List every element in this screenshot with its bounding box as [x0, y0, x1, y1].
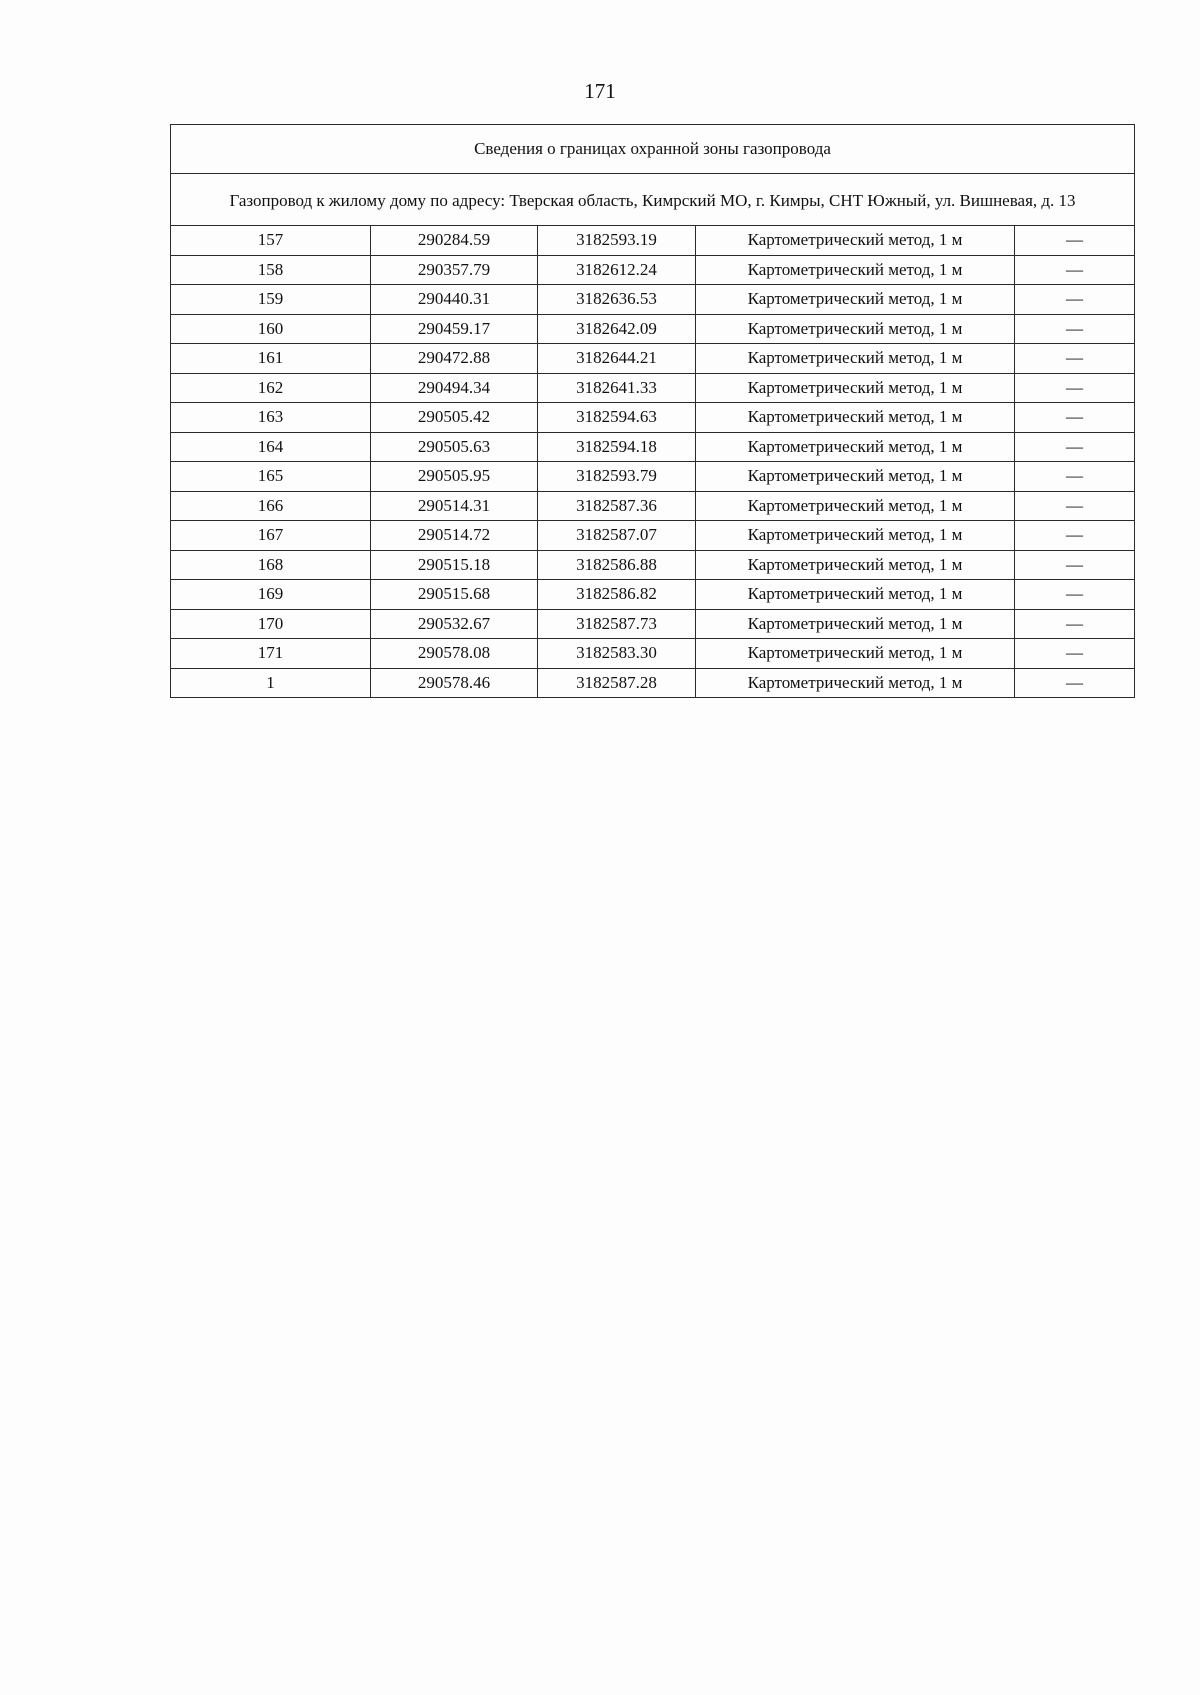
table-row — [171, 373, 1135, 403]
x-coordinate-cell: 290440.31 — [371, 285, 538, 315]
table-body — [171, 125, 1135, 698]
y-coordinate-cell: 3182636.53 — [538, 285, 696, 315]
point-number-cell: 166 — [171, 491, 371, 521]
point-number-cell: 161 — [171, 344, 371, 374]
y-coordinate-cell: 3182642.09 — [538, 314, 696, 344]
table-row — [171, 255, 1135, 285]
point-number-cell: 162 — [171, 373, 371, 403]
note-cell: — — [1015, 491, 1135, 521]
table-row — [171, 550, 1135, 580]
subtitle-row — [171, 174, 1135, 226]
table-row — [171, 403, 1135, 433]
y-coordinate-cell: 3182593.19 — [538, 226, 696, 256]
x-coordinate-cell: 290505.95 — [371, 462, 538, 492]
note-cell: — — [1015, 462, 1135, 492]
method-cell: Картометрический метод, 1 м — [696, 550, 1015, 580]
x-coordinate-cell: 290505.42 — [371, 403, 538, 433]
table-row — [171, 432, 1135, 462]
x-coordinate-cell: 290514.72 — [371, 521, 538, 551]
x-coordinate-cell: 290515.18 — [371, 550, 538, 580]
note-cell: — — [1015, 550, 1135, 580]
note-cell: — — [1015, 521, 1135, 551]
point-number-cell: 171 — [171, 639, 371, 669]
method-cell: Картометрический метод, 1 м — [696, 580, 1015, 610]
note-cell: — — [1015, 639, 1135, 669]
y-coordinate-cell: 3182593.79 — [538, 462, 696, 492]
method-cell: Картометрический метод, 1 м — [696, 432, 1015, 462]
y-coordinate-cell: 3182583.30 — [538, 639, 696, 669]
y-coordinate-cell: 3182644.21 — [538, 344, 696, 374]
x-coordinate-cell: 290284.59 — [371, 226, 538, 256]
point-number-cell: 163 — [171, 403, 371, 433]
x-coordinate-cell: 290472.88 — [371, 344, 538, 374]
y-coordinate-cell: 3182641.33 — [538, 373, 696, 403]
table-row — [171, 580, 1135, 610]
x-coordinate-cell: 290459.17 — [371, 314, 538, 344]
y-coordinate-cell: 3182587.28 — [538, 668, 696, 698]
x-coordinate-cell: 290515.68 — [371, 580, 538, 610]
page-number: 171 — [584, 79, 616, 103]
method-cell: Картометрический метод, 1 м — [696, 462, 1015, 492]
y-coordinate-cell: 3182587.07 — [538, 521, 696, 551]
method-cell: Картометрический метод, 1 м — [696, 521, 1015, 551]
method-cell: Картометрический метод, 1 м — [696, 285, 1015, 315]
point-number-cell: 165 — [171, 462, 371, 492]
note-cell: — — [1015, 609, 1135, 639]
method-cell: Картометрический метод, 1 м — [696, 403, 1015, 433]
table-row — [171, 609, 1135, 639]
table-row — [171, 226, 1135, 256]
point-number-cell: 159 — [171, 285, 371, 315]
note-cell: — — [1015, 580, 1135, 610]
y-coordinate-cell: 3182586.82 — [538, 580, 696, 610]
x-coordinate-cell: 290494.34 — [371, 373, 538, 403]
y-coordinate-cell: 3182586.88 — [538, 550, 696, 580]
point-number-cell: 169 — [171, 580, 371, 610]
method-cell: Картометрический метод, 1 м — [696, 344, 1015, 374]
method-cell: Картометрический метод, 1 м — [696, 639, 1015, 669]
table-row — [171, 314, 1135, 344]
x-coordinate-cell: 290532.67 — [371, 609, 538, 639]
method-cell: Картометрический метод, 1 м — [696, 314, 1015, 344]
method-cell: Картометрический метод, 1 м — [696, 226, 1015, 256]
x-coordinate-cell: 290514.31 — [371, 491, 538, 521]
method-cell: Картометрический метод, 1 м — [696, 668, 1015, 698]
note-cell: — — [1015, 403, 1135, 433]
point-number-cell: 170 — [171, 609, 371, 639]
point-number-cell: 157 — [171, 226, 371, 256]
note-cell: — — [1015, 373, 1135, 403]
method-cell: Картометрический метод, 1 м — [696, 609, 1015, 639]
point-number-cell: 164 — [171, 432, 371, 462]
point-number-cell: 160 — [171, 314, 371, 344]
method-cell: Картометрический метод, 1 м — [696, 255, 1015, 285]
method-cell: Картометрический метод, 1 м — [696, 491, 1015, 521]
x-coordinate-cell: 290578.08 — [371, 639, 538, 669]
x-coordinate-cell: 290578.46 — [371, 668, 538, 698]
table-row — [171, 462, 1135, 492]
y-coordinate-cell: 3182594.18 — [538, 432, 696, 462]
note-cell: — — [1015, 314, 1135, 344]
note-cell: — — [1015, 432, 1135, 462]
table-row — [171, 639, 1135, 669]
note-cell: — — [1015, 668, 1135, 698]
table-row — [171, 521, 1135, 551]
table-title: Сведения о границах охранной зоны газопровода — [171, 125, 1135, 174]
note-cell: — — [1015, 285, 1135, 315]
table-subtitle: Газопровод к жилому дому по адресу: Тверская область, Кимрский МО, г. Кимры, СНТ Южный, ул. Вишневая, д. 13 — [171, 174, 1135, 226]
table-row — [171, 491, 1135, 521]
y-coordinate-cell: 3182587.73 — [538, 609, 696, 639]
point-number-cell: 168 — [171, 550, 371, 580]
point-number-cell: 167 — [171, 521, 371, 551]
note-cell: — — [1015, 226, 1135, 256]
y-coordinate-cell: 3182612.24 — [538, 255, 696, 285]
x-coordinate-cell: 290505.63 — [371, 432, 538, 462]
title-row — [171, 125, 1135, 174]
table-row — [171, 344, 1135, 374]
table-row — [171, 668, 1135, 698]
y-coordinate-cell: 3182587.36 — [538, 491, 696, 521]
point-number-cell: 1 — [171, 668, 371, 698]
note-cell: — — [1015, 344, 1135, 374]
note-cell: — — [1015, 255, 1135, 285]
x-coordinate-cell: 290357.79 — [371, 255, 538, 285]
y-coordinate-cell: 3182594.63 — [538, 403, 696, 433]
boundary-coordinates-table — [170, 124, 1135, 698]
method-cell: Картометрический метод, 1 м — [696, 373, 1015, 403]
table-row — [171, 285, 1135, 315]
point-number-cell: 158 — [171, 255, 371, 285]
